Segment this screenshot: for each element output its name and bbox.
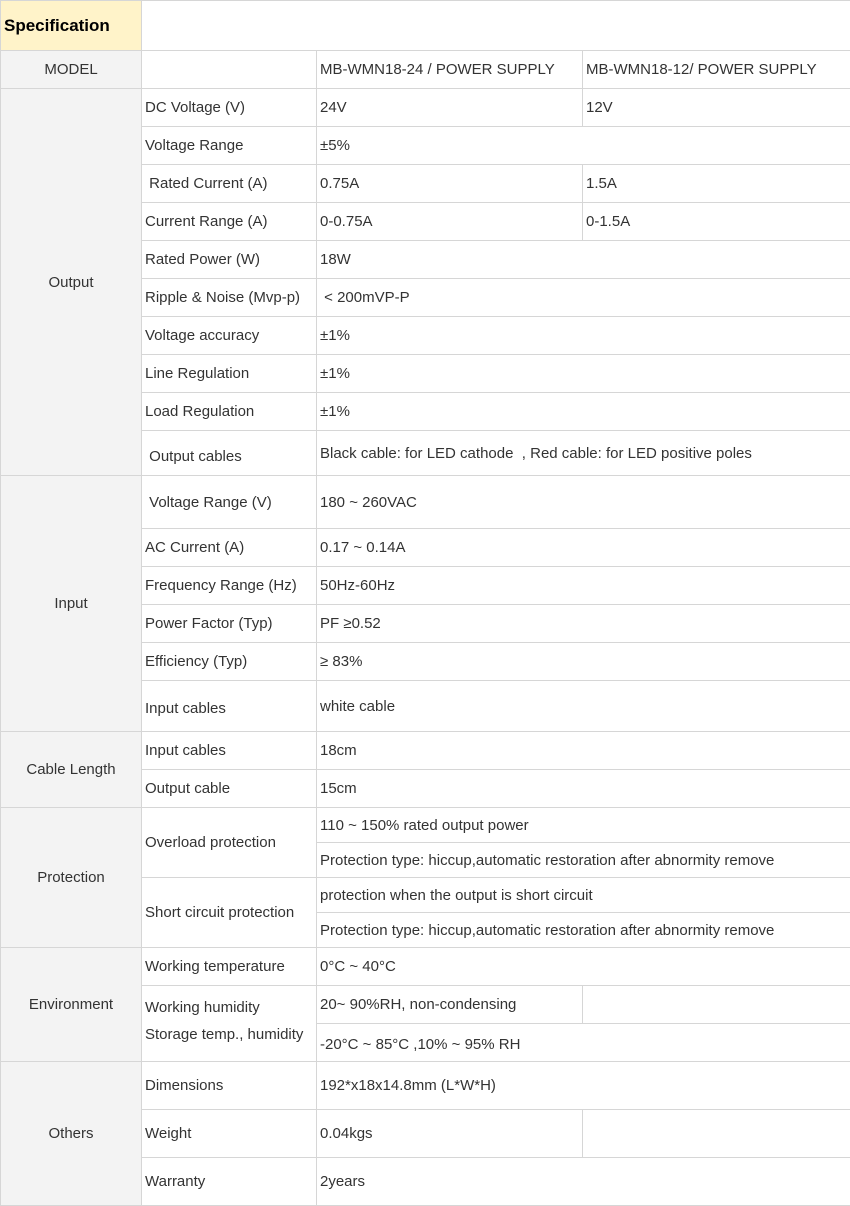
cable-output-label: Output cable — [142, 770, 317, 808]
group-input: Input — [1, 476, 142, 732]
current-range-24: 0-0.75A — [317, 203, 583, 241]
group-output: Output — [1, 89, 142, 476]
cable-output-value: 15cm — [317, 770, 850, 808]
input-voltage-range-value: 180 ~ 260VAC — [317, 476, 850, 529]
rated-current-12: 1.5A — [583, 165, 850, 203]
dc-voltage-label: DC Voltage (V) — [142, 89, 317, 127]
short-circuit-line2: Protection type: hiccup,automatic restoration after abnormity remove — [317, 913, 850, 948]
load-regulation-label: Load Regulation — [142, 393, 317, 431]
cable-input-value: 18cm — [317, 732, 850, 770]
table-row — [1, 948, 850, 986]
group-protection: Protection — [1, 808, 142, 948]
voltage-accuracy-value: ±1% — [317, 317, 850, 355]
group-cable-length: Cable Length — [1, 732, 142, 808]
weight-value: 0.04kgs — [317, 1110, 583, 1158]
working-humidity-blank — [583, 986, 850, 1024]
ripple-noise-label: Ripple & Noise (Mvp-p) — [142, 279, 317, 317]
cable-input-label: Input cables — [142, 732, 317, 770]
storage-value: -20°C ~ 85°C ,10% ~ 95% RH — [317, 1024, 850, 1062]
efficiency-value: ≥ 83% — [317, 643, 850, 681]
input-cables-label: Input cables — [142, 681, 317, 732]
current-range-label: Current Range (A) — [142, 203, 317, 241]
input-voltage-range-label: Voltage Range (V) — [142, 476, 317, 529]
title-blank — [142, 1, 850, 51]
efficiency-label: Efficiency (Typ) — [142, 643, 317, 681]
dc-voltage-12: 12V — [583, 89, 850, 127]
frequency-range-label: Frequency Range (Hz) — [142, 567, 317, 605]
output-cables-value: Black cable: for LED cathode , Red cable: for LED positive poles — [317, 431, 850, 476]
frequency-range-value: 50Hz-60Hz — [317, 567, 850, 605]
model-col1: MB-WMN18-24 / POWER SUPPLY — [317, 51, 583, 89]
ac-current-value: 0.17 ~ 0.14A — [317, 529, 850, 567]
line-regulation-label: Line Regulation — [142, 355, 317, 393]
current-range-12: 0-1.5A — [583, 203, 850, 241]
overload-line2: Protection type: hiccup,automatic restoration after abnormity remove — [317, 843, 850, 878]
group-others: Others — [1, 1062, 142, 1206]
input-cables-value: white cable — [317, 681, 850, 732]
warranty-value: 2years — [317, 1158, 850, 1206]
short-circuit-line1: protection when the output is short circuit — [317, 878, 850, 913]
overload-line1: 110 ~ 150% rated output power — [317, 808, 850, 843]
line-regulation-value: ±1% — [317, 355, 850, 393]
dimensions-value: 192*x18x14.8mm (L*W*H) — [317, 1062, 850, 1110]
ac-current-label: AC Current (A) — [142, 529, 317, 567]
ripple-noise-value: < 200mVP-P — [317, 279, 850, 317]
title-row — [1, 1, 850, 51]
storage-label: Storage temp., humidity — [145, 1026, 304, 1043]
table-row — [1, 476, 850, 529]
group-environment: Environment — [1, 948, 142, 1062]
overload-label: Overload protection — [142, 808, 317, 878]
working-humidity-value: 20~ 90%RH, non-condensing — [317, 986, 583, 1024]
output-cables-label: Output cables — [142, 431, 317, 476]
weight-label: Weight — [142, 1110, 317, 1158]
specification-title: Specification — [1, 1, 142, 51]
warranty-label: Warranty — [142, 1158, 317, 1206]
working-temperature-label: Working temperature — [142, 948, 317, 986]
dimensions-label: Dimensions — [142, 1062, 317, 1110]
dc-voltage-24: 24V — [317, 89, 583, 127]
humidity-storage-label — [142, 986, 317, 1062]
weight-blank — [583, 1110, 850, 1158]
voltage-range-label: Voltage Range — [142, 127, 317, 165]
power-factor-value: PF ≥0.52 — [317, 605, 850, 643]
table-row — [1, 89, 850, 127]
voltage-range-value: ±5% — [317, 127, 850, 165]
rated-current-24: 0.75A — [317, 165, 583, 203]
table-row — [1, 808, 850, 843]
rated-power-label: Rated Power (W) — [142, 241, 317, 279]
load-regulation-value: ±1% — [317, 393, 850, 431]
model-label: MODEL — [1, 51, 142, 89]
model-col2: MB-WMN18-12/ POWER SUPPLY — [583, 51, 850, 89]
rated-current-label: Rated Current (A) — [142, 165, 317, 203]
working-temperature-value: 0°C ~ 40°C — [317, 948, 850, 986]
power-factor-label: Power Factor (Typ) — [142, 605, 317, 643]
short-circuit-label: Short circuit protection — [142, 878, 317, 948]
model-blank — [142, 51, 317, 89]
working-humidity-label: Working humidity — [145, 999, 260, 1016]
rated-power-value: 18W — [317, 241, 850, 279]
table-row — [1, 732, 850, 770]
table-row — [1, 1062, 850, 1110]
model-row — [1, 51, 850, 89]
voltage-accuracy-label: Voltage accuracy — [142, 317, 317, 355]
